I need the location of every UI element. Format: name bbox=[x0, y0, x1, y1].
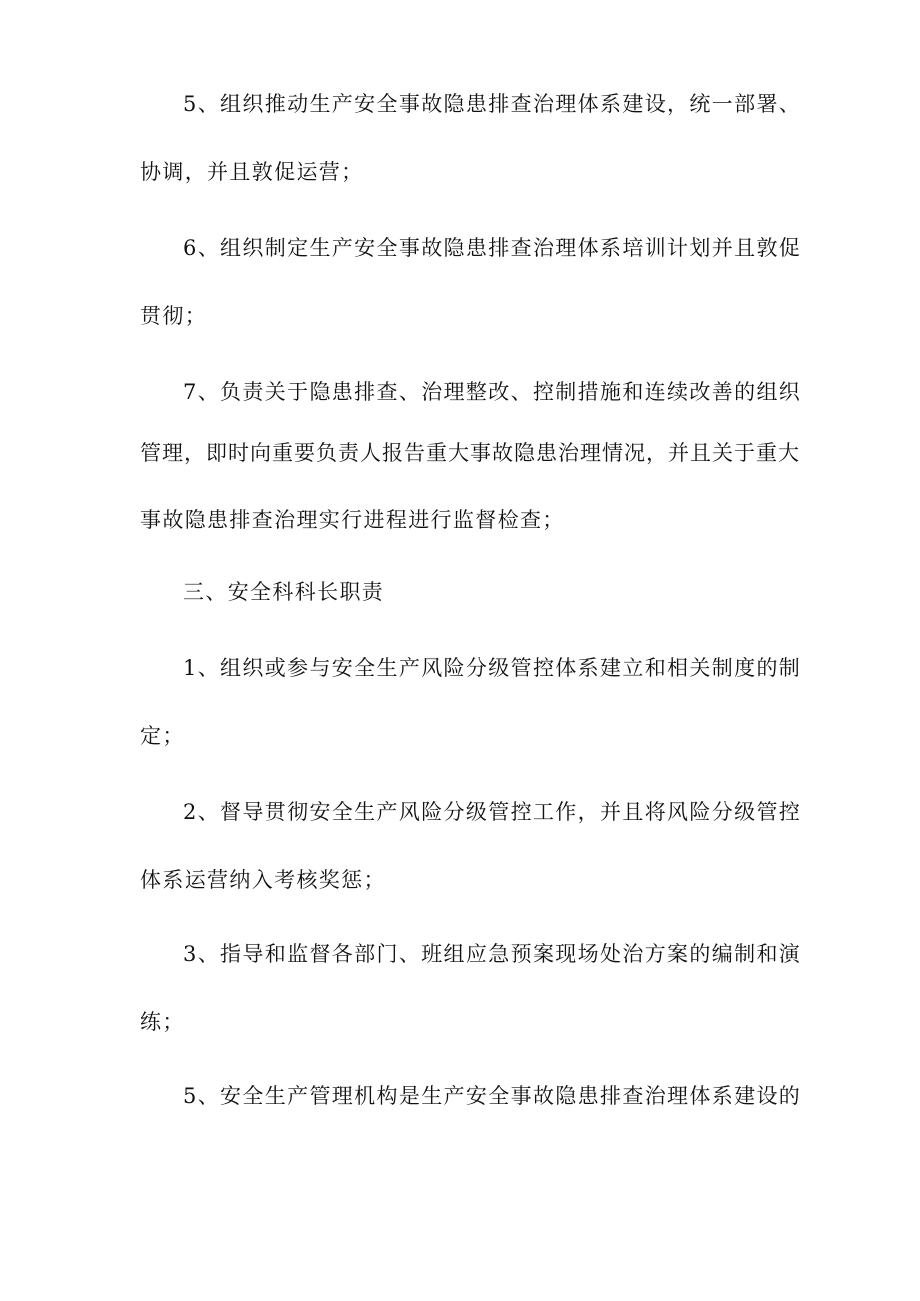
line-text: 6、组织制定生产安全事故隐患排查治理体系培训计划并且敦促 bbox=[183, 236, 802, 260]
paragraph-line bbox=[0, 228, 920, 268]
line-text: 7、负责关于隐患排查、治理整改、控制措施和连续改善的组织 bbox=[183, 380, 802, 404]
line-text: 管理，即时向重要负责人报告重大事故隐患治理情况，并且关于重大 bbox=[140, 441, 800, 465]
paragraph-line bbox=[0, 500, 920, 540]
paragraph-line bbox=[0, 84, 920, 124]
line-text: 协调，并且敦促运营； bbox=[140, 160, 364, 184]
line-text: 1、组织或参与安全生产风险分级管控体系建立和相关制度的制 bbox=[183, 656, 802, 680]
line-text: 事故隐患排查治理实行进程进行监督检查； bbox=[140, 508, 565, 532]
line-text: 练； bbox=[140, 1010, 185, 1034]
paragraph-line bbox=[0, 1076, 920, 1116]
paragraph-line bbox=[0, 152, 920, 192]
section-heading: 三、安全科科长职责 bbox=[183, 580, 385, 604]
paragraph-line bbox=[0, 433, 920, 473]
paragraph-line bbox=[0, 792, 920, 832]
paragraph-line bbox=[0, 648, 920, 688]
paragraph-line bbox=[0, 296, 920, 336]
line-text: 贯彻； bbox=[140, 304, 208, 328]
line-text: 2、督导贯彻安全生产风险分级管控工作，并且将风险分级管控 bbox=[183, 800, 802, 824]
line-text: 3、指导和监督各部门、班组应急预案现场处治方案的编制和演 bbox=[183, 942, 802, 966]
paragraph-line bbox=[0, 1002, 920, 1042]
paragraph-line bbox=[0, 934, 920, 974]
section-heading-line bbox=[0, 572, 920, 612]
line-text: 5、组织推动生产安全事故隐患排查治理体系建设，统一部署、 bbox=[183, 92, 802, 116]
line-text: 5、安全生产管理机构是生产安全事故隐患排查治理体系建设的 bbox=[183, 1084, 802, 1108]
line-text: 定； bbox=[140, 724, 185, 748]
paragraph-line bbox=[0, 372, 920, 412]
line-text: 体系运营纳入考核奖惩； bbox=[140, 868, 386, 892]
paragraph-line bbox=[0, 860, 920, 900]
paragraph-line bbox=[0, 716, 920, 756]
